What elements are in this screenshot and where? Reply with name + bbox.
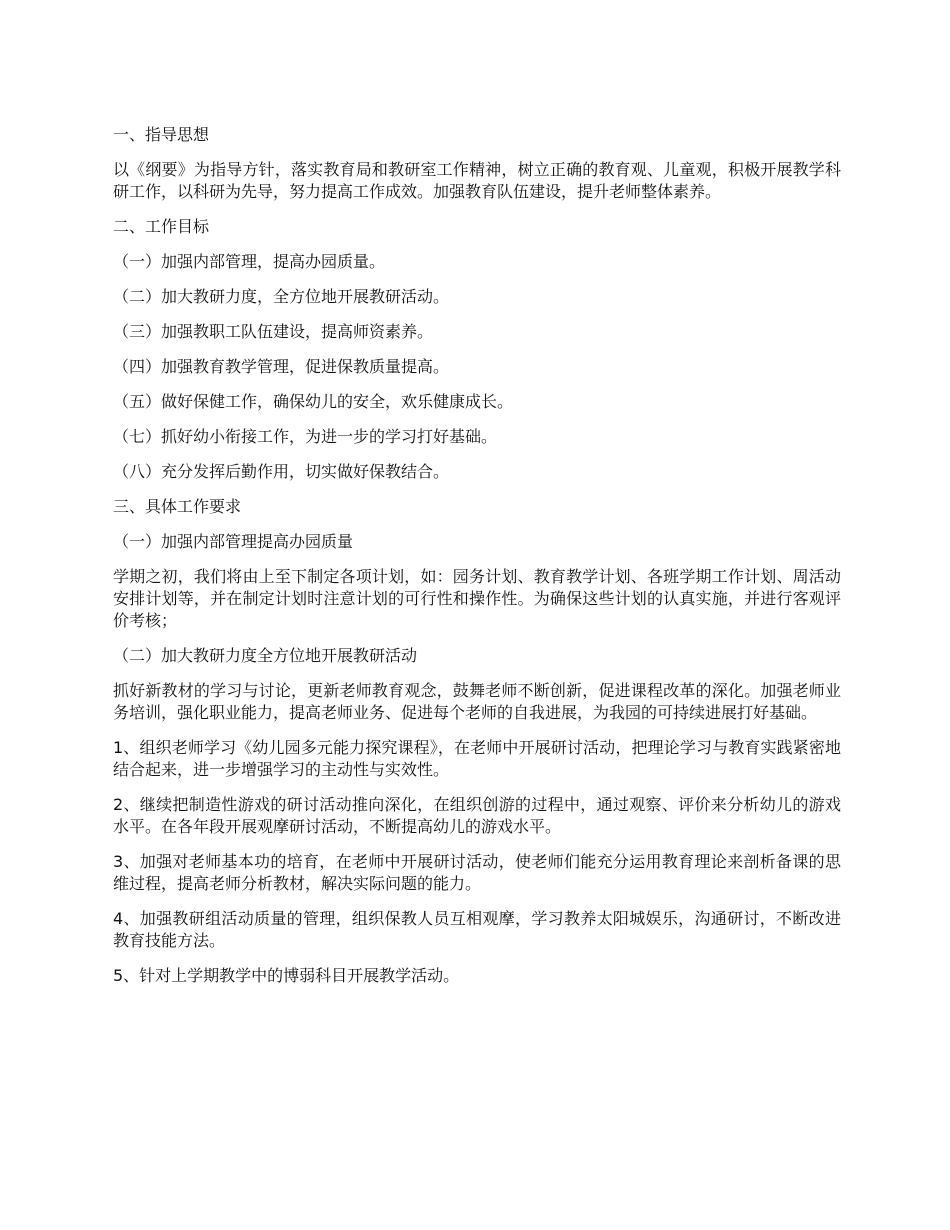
list-item-1: 1、组织老师学习《幼儿园多元能力探究课程》，在老师中开展研讨活动，把理论学习与教育实践紧密地结合起来，进一步增强学习的主动性与实效性。	[113, 738, 841, 779]
goal-item-3: （三）加强教职工队伍建设，提高师资素养。	[113, 322, 434, 341]
subheading-internal-management: （一）加强内部管理提高办园质量	[113, 532, 354, 551]
goal-item-5: （五）做好保健工作，确保幼儿的安全，欢乐健康成长。	[113, 392, 514, 411]
list-item-2: 2、继续把制造性游戏的研讨活动推向深化，在组织创游的过程中，通过观察、评价来分析幼儿的游戏水平。在各年段开展观摩研讨活动，不断提高幼儿的游戏水平。	[113, 795, 841, 836]
goal-item-1: （一）加强内部管理，提高办园质量。	[113, 252, 386, 271]
subheading-teaching-research: （二）加大教研力度全方位地开展教研活动	[113, 646, 418, 665]
goal-item-4: （四）加强教育教学管理，促进保教质量提高。	[113, 357, 450, 376]
section-heading-work-goals: 二、工作目标	[113, 217, 210, 236]
list-item-5: 5、针对上学期教学中的博弱科目开展教学活动。	[113, 966, 460, 985]
paragraph-semester-plans: 学期之初，我们将由上至下制定各项计划，如：园务计划、教育教学计划、各班学期工作计划、周活动安排计划等，并在制定计划时注意计划的可行性和操作性。为确保这些计划的认真实施，并进行客观评价考核；	[113, 567, 841, 630]
paragraph-guiding-ideology: 以《纲要》为指导方针，落实教育局和教研室工作精神，树立正确的教育观、儿童观，积极开展教学科研工作，以科研为先导，努力提高工作成效。加强教育队伍建设，提升老师整体素养。	[113, 160, 841, 201]
goal-item-7: （七）抓好幼小衔接工作，为进一步的学习打好基础。	[113, 427, 498, 446]
document-body	[113, 124, 841, 1000]
list-item-3: 3、加强对老师基本功的培育，在老师中开展研讨活动，使老师们能充分运用教育理论来剖析备课的思维过程，提高老师分析教材，解决实际问题的能力。	[113, 852, 841, 893]
section-heading-requirements: 三、具体工作要求	[113, 497, 242, 516]
goal-item-2: （二）加大教研力度，全方位地开展教研活动。	[113, 287, 450, 306]
list-item-4: 4、加强教研组活动质量的管理，组织保教人员互相观摩，学习教养太阳城娱乐，沟通研讨，不断改进教育技能方法。	[113, 909, 841, 950]
paragraph-new-materials: 抓好新教材的学习与讨论，更新老师教育观念，鼓舞老师不断创新，促进课程改革的深化。加强老师业务培训，强化职业能力，提高老师业务、促进每个老师的自我进展，为我园的可持续进展打好基础。	[113, 681, 841, 722]
section-heading-guiding-ideology: 一、指导思想	[113, 125, 210, 144]
goal-item-8: （八）充分发挥后勤作用，切实做好保教结合。	[113, 462, 450, 481]
